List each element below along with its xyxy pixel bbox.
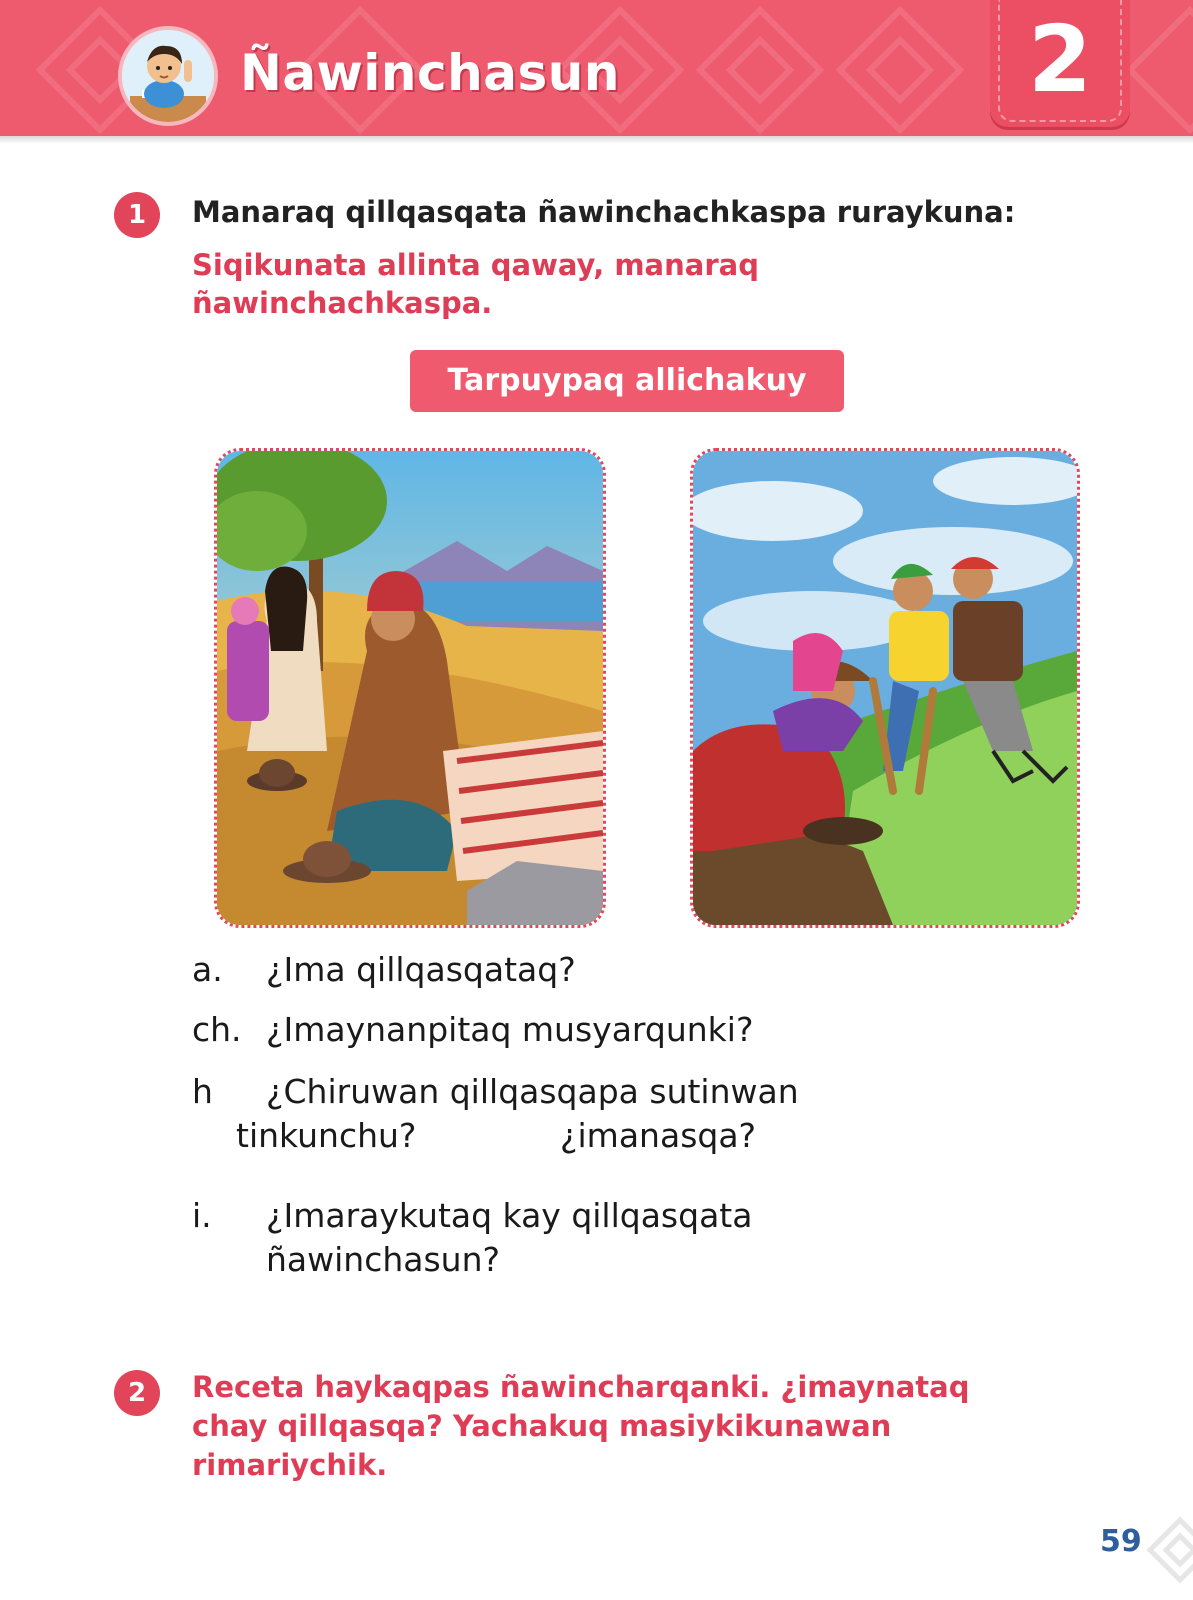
question-text: ¿Imaraykutaq kay qillqasqata [266,1196,753,1235]
question-text: ¿Chiruwan qillqasqapa sutinwan [266,1072,799,1111]
question-text: ¿Imaynanpitaq musyarqunki? [266,1010,754,1049]
question-label: h [192,1072,213,1111]
page-header [0,0,1193,140]
question-text-continued-2: ¿imanasqa? [560,1116,757,1155]
question-i [0,1196,1193,1296]
activity-subinstruction-line1: Siqikunata allinta qaway, manaraq [192,248,759,282]
activity-subinstruction-line2: ñawinchachkaspa. [192,286,493,320]
question-a [0,950,1193,1000]
activity2-text-line3: rimariychik. [192,1448,388,1482]
activity2-text-line1: Receta haykaqpas ñawincharqanki. ¿imaynataq [192,1370,970,1404]
question-text: ¿Ima qillqasqataq? [266,950,576,989]
question-label: i. [192,1196,212,1235]
activity-number-badge: 1 [114,192,160,238]
student-avatar-icon [118,26,218,126]
question-label: a. [192,950,223,989]
question-ch [0,1010,1193,1060]
question-text-continued: ñawinchasun? [266,1240,501,1279]
unit-number: 2 [1027,6,1092,113]
offering-ritual-illustration [214,448,606,928]
unit-tab [990,0,1130,130]
activity-instruction: Manaraq qillqasqata ñawinchachkaspa ruraykuna: [192,195,1016,229]
page-number: 59 [1100,1524,1142,1559]
activity-number-badge-2: 2 [114,1370,160,1416]
question-label: ch. [192,1010,242,1049]
question-text-continued: tinkunchu? [236,1116,417,1155]
reading-title-box: Tarpuypaq allichakuy [410,350,844,412]
activity2-text-line2: chay qillqasqa? Yachakuq masiykikunawan [192,1409,892,1443]
question-h [0,1072,1193,1172]
page-title: Ñawinchasun [240,44,620,102]
planting-field-illustration [690,448,1080,928]
corner-pattern-icon [1140,1500,1193,1600]
header-shadow [0,136,1193,144]
